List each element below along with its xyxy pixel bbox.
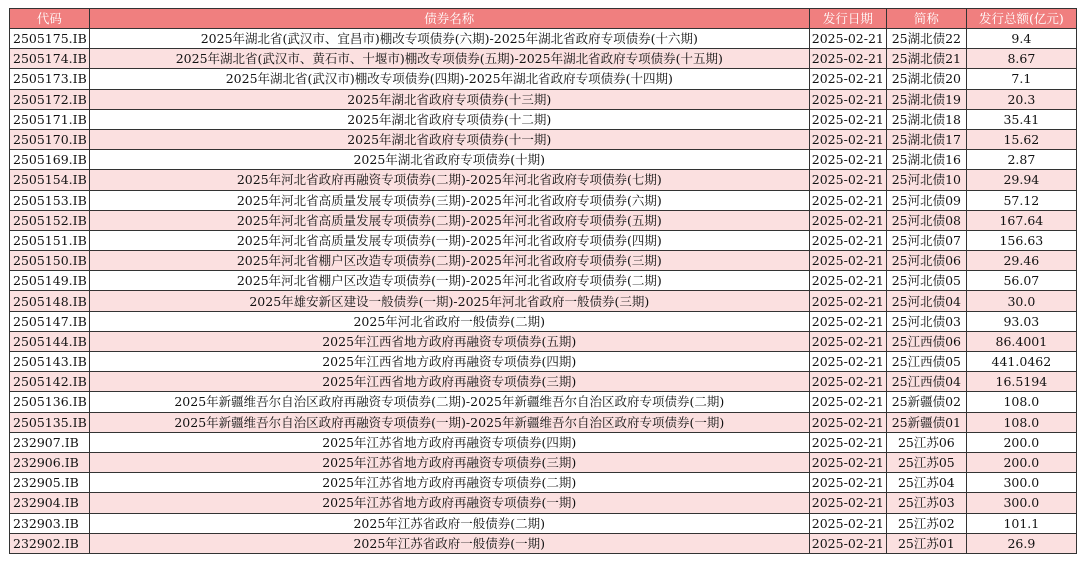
cell-bond-name: 2025年江苏省政府一般债券(一期) xyxy=(89,533,809,553)
cell-bond-name: 2025年湖北省政府专项债券(十期) xyxy=(89,150,809,170)
cell-abbreviation: 25江西债05 xyxy=(886,352,966,372)
table-row[interactable] xyxy=(10,150,1077,170)
cell-bond-name: 2025年河北省政府一般债券(二期) xyxy=(89,311,809,331)
cell-code: 232906.IB xyxy=(10,452,90,472)
header-bond-name[interactable]: 债券名称 xyxy=(89,9,809,29)
cell-abbreviation: 25湖北债22 xyxy=(886,29,966,49)
table-row[interactable] xyxy=(10,311,1077,331)
cell-bond-name: 2025年湖北省政府专项债券(十三期) xyxy=(89,89,809,109)
cell-bond-name: 2025年江苏省地方政府再融资专项债券(四期) xyxy=(89,432,809,452)
table-row[interactable] xyxy=(10,129,1077,149)
table-row[interactable] xyxy=(10,69,1077,89)
cell-abbreviation: 25江西债04 xyxy=(886,372,966,392)
cell-issue-amount: 56.07 xyxy=(966,271,1076,291)
cell-code: 2505169.IB xyxy=(10,150,90,170)
cell-abbreviation: 25江苏05 xyxy=(886,452,966,472)
header-issue-date[interactable]: 发行日期 xyxy=(809,9,886,29)
cell-abbreviation: 25湖北债21 xyxy=(886,49,966,69)
cell-issue-date: 2025-02-21 xyxy=(809,230,886,250)
cell-bond-name: 2025年湖北省政府专项债券(十一期) xyxy=(89,129,809,149)
cell-issue-date: 2025-02-21 xyxy=(809,170,886,190)
table-row[interactable] xyxy=(10,473,1077,493)
cell-bond-name: 2025年河北省高质量发展专项债券(二期)-2025年河北省政府专项债券(五期) xyxy=(89,210,809,230)
cell-code: 232907.IB xyxy=(10,432,90,452)
cell-issue-amount: 15.62 xyxy=(966,129,1076,149)
cell-abbreviation: 25河北债03 xyxy=(886,311,966,331)
cell-abbreviation: 25河北债10 xyxy=(886,170,966,190)
cell-abbreviation: 25河北债07 xyxy=(886,230,966,250)
header-issue-amount[interactable]: 发行总额(亿元) xyxy=(966,9,1076,29)
cell-issue-date: 2025-02-21 xyxy=(809,533,886,553)
cell-code: 2505154.IB xyxy=(10,170,90,190)
cell-code: 2505171.IB xyxy=(10,109,90,129)
cell-abbreviation: 25新疆债02 xyxy=(886,392,966,412)
cell-abbreviation: 25湖北债18 xyxy=(886,109,966,129)
cell-abbreviation: 25河北债08 xyxy=(886,210,966,230)
cell-issue-date: 2025-02-21 xyxy=(809,129,886,149)
table-row[interactable] xyxy=(10,432,1077,452)
table-row[interactable] xyxy=(10,29,1077,49)
cell-issue-date: 2025-02-21 xyxy=(809,331,886,351)
table-row[interactable] xyxy=(10,230,1077,250)
cell-code: 2505151.IB xyxy=(10,230,90,250)
cell-issue-date: 2025-02-21 xyxy=(809,251,886,271)
table-row[interactable] xyxy=(10,170,1077,190)
cell-code: 2505175.IB xyxy=(10,29,90,49)
cell-issue-date: 2025-02-21 xyxy=(809,29,886,49)
cell-abbreviation: 25江西债06 xyxy=(886,331,966,351)
cell-bond-name: 2025年新疆维吾尔自治区政府再融资专项债券(二期)-2025年新疆维吾尔自治区政府专项债券(二期) xyxy=(89,392,809,412)
bond-table xyxy=(9,8,1077,554)
table-row[interactable] xyxy=(10,271,1077,291)
cell-issue-date: 2025-02-21 xyxy=(809,412,886,432)
cell-bond-name: 2025年雄安新区建设一般债券(一期)-2025年河北省政府一般债券(三期) xyxy=(89,291,809,311)
cell-bond-name: 2025年江苏省地方政府再融资专项债券(二期) xyxy=(89,473,809,493)
table-row[interactable] xyxy=(10,372,1077,392)
cell-code: 2505136.IB xyxy=(10,392,90,412)
table-row[interactable] xyxy=(10,533,1077,553)
cell-issue-amount: 20.3 xyxy=(966,89,1076,109)
cell-code: 2505172.IB xyxy=(10,89,90,109)
cell-abbreviation: 25河北债09 xyxy=(886,190,966,210)
cell-issue-amount: 16.5194 xyxy=(966,372,1076,392)
cell-bond-name: 2025年江西省地方政府再融资专项债券(五期) xyxy=(89,331,809,351)
table-row[interactable] xyxy=(10,331,1077,351)
cell-issue-amount: 156.63 xyxy=(966,230,1076,250)
table-body xyxy=(10,29,1077,554)
cell-abbreviation: 25湖北债20 xyxy=(886,69,966,89)
cell-bond-name: 2025年新疆维吾尔自治区政府再融资专项债券(一期)-2025年新疆维吾尔自治区政府专项债券(一期) xyxy=(89,412,809,432)
cell-code: 2505153.IB xyxy=(10,190,90,210)
cell-issue-amount: 167.64 xyxy=(966,210,1076,230)
cell-issue-amount: 108.0 xyxy=(966,412,1076,432)
cell-issue-date: 2025-02-21 xyxy=(809,432,886,452)
cell-abbreviation: 25湖北债17 xyxy=(886,129,966,149)
cell-abbreviation: 25河北债04 xyxy=(886,291,966,311)
cell-bond-name: 2025年江苏省政府一般债券(二期) xyxy=(89,513,809,533)
cell-issue-amount: 29.94 xyxy=(966,170,1076,190)
cell-issue-amount: 108.0 xyxy=(966,392,1076,412)
table-row[interactable] xyxy=(10,49,1077,69)
cell-issue-amount: 101.1 xyxy=(966,513,1076,533)
cell-issue-date: 2025-02-21 xyxy=(809,150,886,170)
cell-code: 232902.IB xyxy=(10,533,90,553)
cell-code: 2505152.IB xyxy=(10,210,90,230)
cell-abbreviation: 25湖北债16 xyxy=(886,150,966,170)
cell-abbreviation: 25江苏02 xyxy=(886,513,966,533)
cell-issue-date: 2025-02-21 xyxy=(809,271,886,291)
table-row[interactable] xyxy=(10,352,1077,372)
table-row[interactable] xyxy=(10,493,1077,513)
header-code[interactable]: 代码 xyxy=(10,9,90,29)
cell-code: 232903.IB xyxy=(10,513,90,533)
cell-bond-name: 2025年河北省棚户区改造专项债券(一期)-2025年河北省政府专项债券(二期) xyxy=(89,271,809,291)
cell-issue-amount: 57.12 xyxy=(966,190,1076,210)
table-row[interactable] xyxy=(10,291,1077,311)
cell-issue-amount: 26.9 xyxy=(966,533,1076,553)
cell-abbreviation: 25江苏01 xyxy=(886,533,966,553)
cell-code: 232905.IB xyxy=(10,473,90,493)
table-row[interactable] xyxy=(10,452,1077,472)
cell-bond-name: 2025年湖北省(武汉市、宜昌市)棚改专项债券(六期)-2025年湖北省政府专项债券(十六期) xyxy=(89,29,809,49)
cell-issue-date: 2025-02-21 xyxy=(809,291,886,311)
cell-abbreviation: 25河北债05 xyxy=(886,271,966,291)
cell-issue-date: 2025-02-21 xyxy=(809,493,886,513)
cell-bond-name: 2025年湖北省(武汉市、黄石市、十堰市)棚改专项债券(五期)-2025年湖北省政府专项债券(十五期) xyxy=(89,49,809,69)
cell-issue-amount: 8.67 xyxy=(966,49,1076,69)
cell-abbreviation: 25河北债06 xyxy=(886,251,966,271)
table-row[interactable] xyxy=(10,210,1077,230)
cell-bond-name: 2025年河北省高质量发展专项债券(三期)-2025年河北省政府专项债券(六期) xyxy=(89,190,809,210)
cell-bond-name: 2025年江西省地方政府再融资专项债券(四期) xyxy=(89,352,809,372)
cell-code: 2505147.IB xyxy=(10,311,90,331)
cell-code: 2505174.IB xyxy=(10,49,90,69)
cell-abbreviation: 25新疆债01 xyxy=(886,412,966,432)
table-header-row xyxy=(10,9,1077,29)
cell-issue-date: 2025-02-21 xyxy=(809,311,886,331)
cell-issue-amount: 441.0462 xyxy=(966,352,1076,372)
cell-code: 2505144.IB xyxy=(10,331,90,351)
cell-code: 2505135.IB xyxy=(10,412,90,432)
cell-issue-amount: 300.0 xyxy=(966,493,1076,513)
cell-issue-date: 2025-02-21 xyxy=(809,210,886,230)
cell-code: 2505143.IB xyxy=(10,352,90,372)
cell-bond-name: 2025年江苏省地方政府再融资专项债券(一期) xyxy=(89,493,809,513)
cell-issue-amount: 200.0 xyxy=(966,432,1076,452)
cell-code: 232904.IB xyxy=(10,493,90,513)
table-row[interactable] xyxy=(10,109,1077,129)
table-row[interactable] xyxy=(10,89,1077,109)
bond-table-container xyxy=(9,8,1077,554)
cell-issue-amount: 93.03 xyxy=(966,311,1076,331)
cell-bond-name: 2025年河北省政府再融资专项债券(二期)-2025年河北省政府专项债券(七期) xyxy=(89,170,809,190)
cell-issue-date: 2025-02-21 xyxy=(809,89,886,109)
cell-code: 2505150.IB xyxy=(10,251,90,271)
cell-issue-amount: 300.0 xyxy=(966,473,1076,493)
table-row[interactable] xyxy=(10,513,1077,533)
cell-bond-name: 2025年河北省高质量发展专项债券(一期)-2025年河北省政府专项债券(四期) xyxy=(89,230,809,250)
cell-code: 2505170.IB xyxy=(10,129,90,149)
cell-issue-date: 2025-02-21 xyxy=(809,69,886,89)
cell-bond-name: 2025年江西省地方政府再融资专项债券(三期) xyxy=(89,372,809,392)
table-row[interactable] xyxy=(10,412,1077,432)
cell-issue-date: 2025-02-21 xyxy=(809,392,886,412)
cell-abbreviation: 25湖北债19 xyxy=(886,89,966,109)
table-row[interactable] xyxy=(10,251,1077,271)
cell-code: 2505149.IB xyxy=(10,271,90,291)
cell-bond-name: 2025年江苏省地方政府再融资专项债券(三期) xyxy=(89,452,809,472)
cell-issue-amount: 29.46 xyxy=(966,251,1076,271)
table-row[interactable] xyxy=(10,190,1077,210)
cell-issue-amount: 86.4001 xyxy=(966,331,1076,351)
cell-issue-amount: 200.0 xyxy=(966,452,1076,472)
cell-bond-name: 2025年湖北省(武汉市)棚改专项债券(四期)-2025年湖北省政府专项债券(十四期) xyxy=(89,69,809,89)
cell-issue-date: 2025-02-21 xyxy=(809,513,886,533)
cell-code: 2505173.IB xyxy=(10,69,90,89)
header-abbreviation[interactable]: 简称 xyxy=(886,9,966,29)
table-row[interactable] xyxy=(10,392,1077,412)
cell-issue-amount: 2.87 xyxy=(966,150,1076,170)
cell-issue-amount: 7.1 xyxy=(966,69,1076,89)
cell-issue-date: 2025-02-21 xyxy=(809,190,886,210)
cell-issue-date: 2025-02-21 xyxy=(809,49,886,69)
cell-code: 2505142.IB xyxy=(10,372,90,392)
cell-issue-date: 2025-02-21 xyxy=(809,109,886,129)
cell-abbreviation: 25江苏03 xyxy=(886,493,966,513)
cell-bond-name: 2025年河北省棚户区改造专项债券(二期)-2025年河北省政府专项债券(三期) xyxy=(89,251,809,271)
cell-issue-date: 2025-02-21 xyxy=(809,473,886,493)
cell-code: 2505148.IB xyxy=(10,291,90,311)
cell-issue-amount: 30.0 xyxy=(966,291,1076,311)
cell-issue-date: 2025-02-21 xyxy=(809,452,886,472)
cell-issue-amount: 35.41 xyxy=(966,109,1076,129)
cell-issue-date: 2025-02-21 xyxy=(809,352,886,372)
cell-issue-amount: 9.4 xyxy=(966,29,1076,49)
cell-issue-date: 2025-02-21 xyxy=(809,372,886,392)
cell-abbreviation: 25江苏04 xyxy=(886,473,966,493)
cell-bond-name: 2025年湖北省政府专项债券(十二期) xyxy=(89,109,809,129)
cell-abbreviation: 25江苏06 xyxy=(886,432,966,452)
